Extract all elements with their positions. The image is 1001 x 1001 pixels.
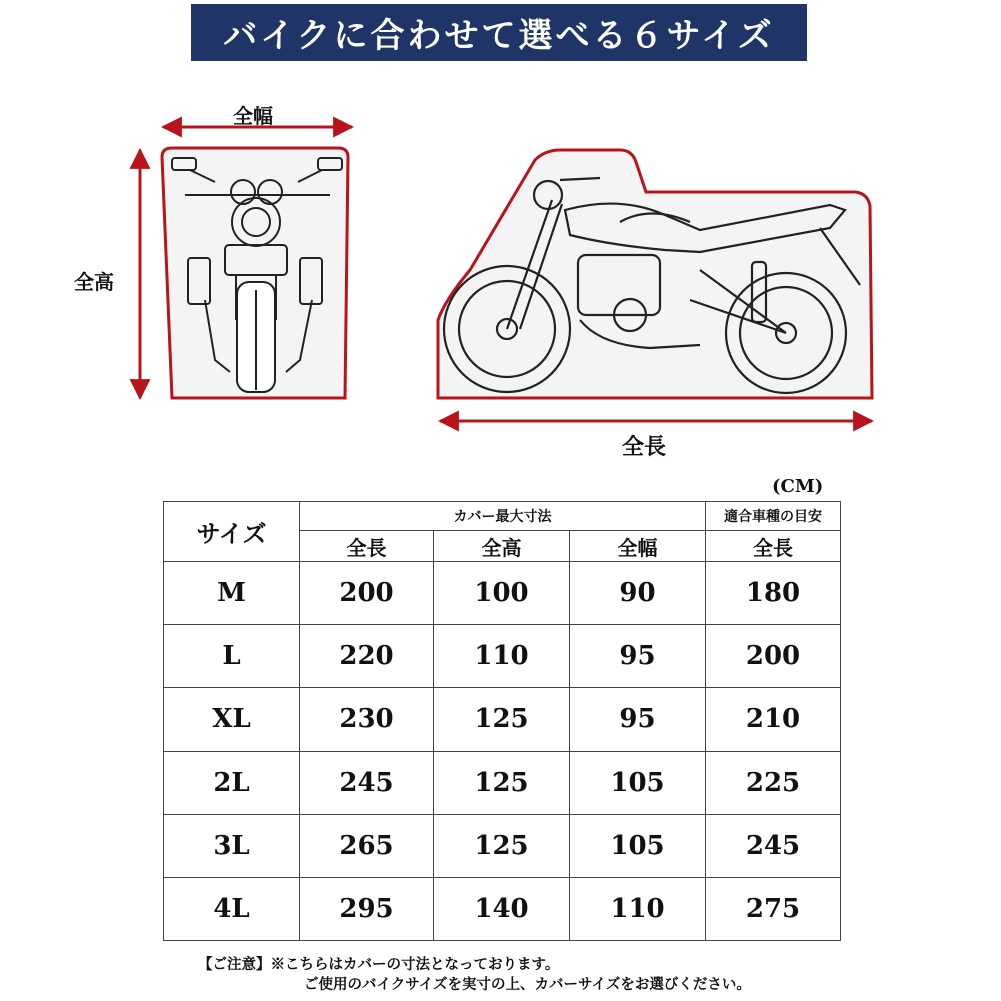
- banner-title: バイクに合わせて選べる６サイズ: [191, 4, 807, 61]
- length-cell: 220: [300, 625, 434, 688]
- height-cell: 125: [434, 751, 570, 814]
- height-cell: 110: [434, 625, 570, 688]
- caution-prefix: 【ご注意】: [198, 956, 271, 973]
- caution-note: [198, 955, 751, 995]
- width-label: 全幅: [233, 104, 273, 128]
- fit-length-cell: 200: [706, 625, 841, 688]
- length-cell: 295: [300, 877, 434, 940]
- table-row: [164, 562, 841, 625]
- fit-length-cell: 275: [706, 877, 841, 940]
- fit-guide-header: 適合車種の目安: [706, 502, 841, 531]
- cover-dimension-header: カバー最大寸法: [300, 502, 706, 531]
- fit-length-cell: 210: [706, 688, 841, 751]
- height-cell: 100: [434, 562, 570, 625]
- size-cell: 4L: [164, 877, 300, 940]
- table-row: [164, 814, 841, 877]
- caution-line-2: ご使用のバイクサイズを実寸の上、カバーサイズをお選びください。: [304, 976, 751, 993]
- size-cell: 2L: [164, 751, 300, 814]
- length-cell: 230: [300, 688, 434, 751]
- table-row: [164, 877, 841, 940]
- width-cell: 90: [570, 562, 706, 625]
- length-cell: 265: [300, 814, 434, 877]
- height-label: 全高: [74, 270, 114, 294]
- col-width-header: 全幅: [570, 531, 706, 562]
- size-cell: M: [164, 562, 300, 625]
- col-fit-length-header: 全長: [706, 531, 841, 562]
- length-cell: 245: [300, 751, 434, 814]
- height-cell: 140: [434, 877, 570, 940]
- width-cell: 105: [570, 814, 706, 877]
- width-cell: 105: [570, 751, 706, 814]
- table-row: [164, 688, 841, 751]
- size-cell: L: [164, 625, 300, 688]
- side-cover-outline: [438, 150, 872, 398]
- length-label: 全長: [622, 434, 667, 460]
- unit-label: (CM): [772, 476, 824, 497]
- col-length-header: 全長: [300, 531, 434, 562]
- width-cell: 110: [570, 877, 706, 940]
- height-cell: 125: [434, 814, 570, 877]
- width-cell: 95: [570, 625, 706, 688]
- size-table: [163, 501, 841, 941]
- fit-length-cell: 180: [706, 562, 841, 625]
- width-cell: 95: [570, 688, 706, 751]
- size-header: サイズ: [164, 502, 300, 562]
- table-row: [164, 625, 841, 688]
- size-cell: XL: [164, 688, 300, 751]
- size-cell: 3L: [164, 814, 300, 877]
- fit-length-cell: 245: [706, 814, 841, 877]
- height-cell: 125: [434, 688, 570, 751]
- table-row: [164, 751, 841, 814]
- caution-line-1: ※こちらはカバーの寸法となっております。: [270, 956, 560, 973]
- motorcycle-illustration: [0, 0, 1001, 470]
- col-height-header: 全高: [434, 531, 570, 562]
- length-cell: 200: [300, 562, 434, 625]
- fit-length-cell: 225: [706, 751, 841, 814]
